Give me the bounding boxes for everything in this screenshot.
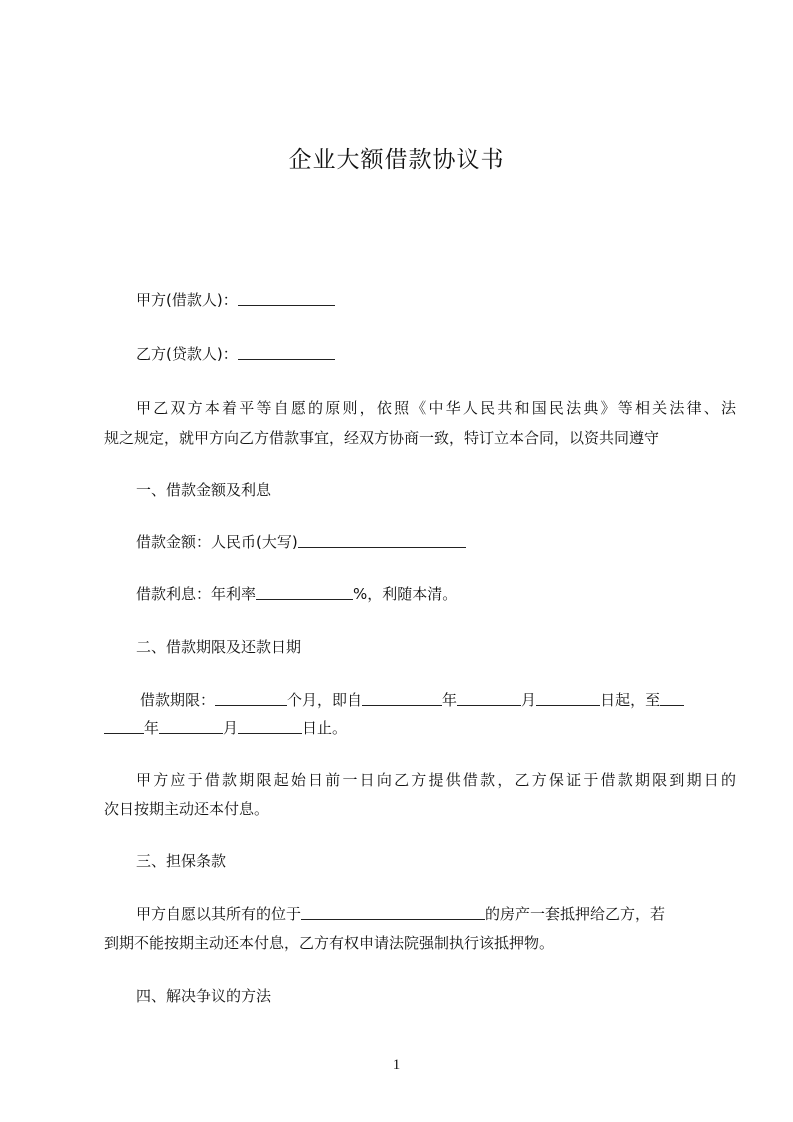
start-month-blank [457, 690, 521, 706]
term-line-2 [104, 718, 704, 738]
intro-line-2: 规之规定，就甲方向乙方借款事宜，经双方协商一致，特订立本合同，以资共同遵守 [104, 429, 660, 447]
loan-interest-suffix: %，利随本清。 [353, 585, 458, 603]
start-year-blank [362, 690, 442, 706]
end-month-blank [159, 718, 223, 734]
start-day-blank [536, 690, 600, 706]
end-year-blank-part1 [660, 690, 684, 706]
page-number: 1 [392, 1057, 401, 1073]
term-para-line-2: 次日按期主动还本付息。 [104, 800, 270, 818]
term-para-line-1: 甲方应于借款期限起始日前一日向乙方提供借款，乙方保证于借款期限到期日的 [136, 771, 736, 789]
loan-amount-label: 借款金额：人民币(大写) [136, 533, 298, 551]
party-b-label: 乙方(贷款人)： [136, 345, 238, 363]
section-2-heading: 二、借款期限及还款日期 [136, 638, 302, 656]
term-line-1 [104, 690, 740, 710]
start-day-text: 日起，至 [600, 691, 661, 709]
loan-amount-blank [298, 532, 466, 548]
start-year-text: 年 [442, 691, 458, 709]
loan-interest-line [104, 584, 736, 604]
end-month-text: 月 [223, 719, 239, 737]
term-months-text: 个月，即自 [287, 691, 363, 709]
party-b-line [104, 344, 736, 364]
section-1-heading: 一、借款金额及利息 [136, 481, 272, 499]
party-a-blank [238, 290, 335, 306]
end-year-text: 年 [144, 719, 160, 737]
end-year-blank-part2 [104, 718, 144, 734]
guarantee-line-2: 到期不能按期主动还本付息，乙方有权申请法院强制执行该抵押物。 [104, 934, 555, 952]
document-title: 企业大额借款协议书 [288, 147, 505, 173]
term-label: 借款期限： [140, 691, 216, 709]
loan-amount-line [104, 532, 736, 552]
section-3-heading: 三、担保条款 [136, 852, 227, 870]
party-a-line [104, 290, 736, 310]
end-day-blank [238, 718, 302, 734]
guarantee-line-1 [104, 904, 736, 924]
section-4-heading: 四、解决争议的方法 [136, 987, 272, 1005]
interest-rate-blank [256, 584, 353, 600]
loan-interest-label: 借款利息：年利率 [136, 585, 257, 603]
guarantee-prefix: 甲方自愿以其所有的位于 [136, 905, 302, 923]
party-a-label: 甲方(借款人)： [136, 291, 238, 309]
term-months-blank [215, 690, 287, 706]
end-day-text: 日止。 [302, 719, 348, 737]
party-b-blank [238, 344, 335, 360]
start-month-text: 月 [521, 691, 537, 709]
intro-line-1: 甲乙双方本着平等自愿的原则，依照《中华人民共和国民法典》等相关法律、法 [136, 399, 736, 417]
property-location-blank [301, 904, 485, 920]
guarantee-suffix: 的房产一套抵押给乙方，若 [485, 905, 666, 923]
